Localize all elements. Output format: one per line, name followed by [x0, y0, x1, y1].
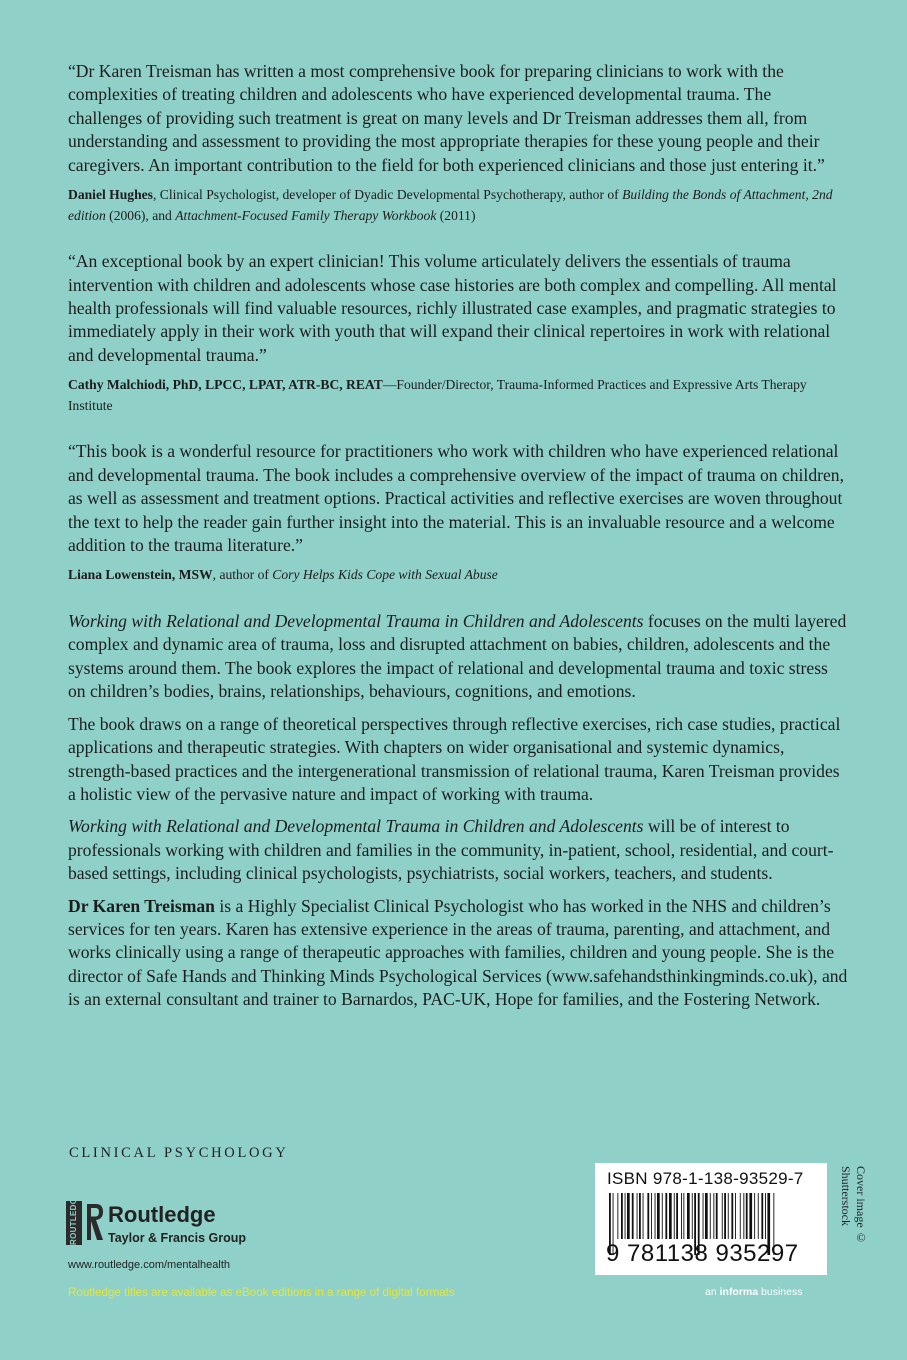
- barcode-bar: [713, 1193, 714, 1239]
- barcode-bar: [754, 1193, 755, 1239]
- ebook-notice: Routledge titles are available as eBook editions in a range of digital formats: [68, 1286, 455, 1299]
- quote-malchiodi: “An exceptional book by an expert clinician! This volume articulately delivers the essentials of trauma intervention with children and adolescents whose case histories are both complex and compelling. All mental health professionals will find valuable resources, richly illustrated case examples, and pragmatic strategies to immediately apply in their work with youth that will expand their clinical repertoires in work with relational and developmental trauma.”: [68, 251, 837, 365]
- barcode-bar: [669, 1193, 672, 1239]
- barcode-bar: [761, 1193, 763, 1239]
- barcode-bar: [632, 1193, 634, 1239]
- barcode-bar: [746, 1193, 748, 1239]
- quote-hughes: “Dr Karen Treisman has written a most comprehensive book for preparing clinicians to work with the complexities of treating children and adolescents who have experienced developmental trauma. The challenges of providing such treatment is great on many levels and Dr Treisman addresses them all, from understanding and assessment to providing the most appropriate therapies for these young people and their caregivers. An important contribution to the field for both experienced clinicians and those just entering it.”: [68, 61, 825, 175]
- isbn-digits: 9 781138 935297: [606, 1240, 799, 1267]
- barcode-bar: [749, 1193, 752, 1239]
- barcode-bar: [621, 1193, 623, 1239]
- barcode-bar: [765, 1193, 766, 1239]
- description-paragraph-2: The book draws on a range of theoretical perspectives through reflective exercises, rich case studies, practical applications and therapeutic strategies. With chapters on wider organisational and systemic dynamics, strength-based practices and the intergenerational transmission of relational trauma, Karen Treisman provides a holistic view of the pervasive nature and impact of working with trauma.: [68, 713, 841, 804]
- isbn-label: ISBN 978-1-138-93529-7: [607, 1169, 804, 1188]
- attribution-lowenstein: Liana Lowenstein, MSW, author of Cory Helps Kids Cope with Sexual Abuse: [68, 567, 498, 583]
- description-paragraph-1: Working with Relational and Developmental Trauma in Children and Adolescents focuses on the multi layered complex and dynamic area of trauma, loss and disrupted attachment on babies, children, adolescents and the systems around them. The book explores the impact of relational and developmental trauma and toxic stress on children’s bodies, brains, relationships, behaviours, cognitions, and emotions.: [68, 611, 847, 702]
- barcode-bar: [683, 1193, 684, 1239]
- publisher-logo: [66, 1192, 316, 1246]
- barcode-bar: [692, 1193, 693, 1239]
- barcode-bar: [617, 1193, 618, 1239]
- barcode-bar: [643, 1193, 644, 1239]
- description-paragraph-3: Working with Relational and Developmental Trauma in Children and Adolescents will be of interest to professionals working with children and families in the community, in-patient, school, residential, and court-based settings, including clinical psychologists, psychiatrists, social workers, teachers, and students.: [68, 816, 834, 884]
- quote-lowenstein: “This book is a wonderful resource for practitioners who work with children who have experienced relational and developmental trauma. The book includes a comprehensive overview of the impact of trauma on children, as well as assessment and treatment options. Practical activities and reflective exercises are woven throughout the text to help the reader gain further insight into the material. This is an invaluable resource and a welcome addition to the trauma literature.”: [68, 441, 844, 556]
- barcode-bar: [722, 1193, 723, 1239]
- barcode-bar: [627, 1193, 630, 1239]
- barcode-bar: [676, 1193, 678, 1239]
- cover-image-credit: Cover image © Shutterstock: [839, 1166, 868, 1245]
- barcode-bar: [662, 1193, 663, 1239]
- barcode-bar: [735, 1193, 736, 1239]
- barcode-bar: [681, 1193, 682, 1239]
- publisher-group: Taylor & Francis Group: [108, 1231, 246, 1245]
- barcode-bar: [687, 1193, 690, 1239]
- barcode-bar: [710, 1193, 711, 1239]
- publisher-url[interactable]: www.routledge.com/mentalhealth: [68, 1259, 231, 1271]
- attribution-hughes: Daniel Hughes, Clinical Psychologist, developer of Dyadic Developmental Psychotherapy, author of Building the Bonds of Attachment, 2nd edition (2006), and Attachment-Focused Family Therapy Workbook (2011): [68, 187, 833, 223]
- barcode-bar: [758, 1193, 759, 1239]
- barcode-bar: [637, 1193, 638, 1239]
- barcode-bar: [625, 1193, 626, 1239]
- publisher-name: Routledge: [108, 1202, 216, 1227]
- barcode-bar: [728, 1193, 729, 1239]
- back-cover-text: [68, 60, 848, 1021]
- isbn-barcode: [595, 1163, 827, 1275]
- author-bio: Dr Karen Treisman is a Highly Specialist Clinical Psychologist who has worked in the NHS and children’s services for ten years. Karen has extensive experience in the areas of trauma, parenting, and attachment, and works clinically using a range of therapeutic approaches with families, children and young people. She is the director of Safe Hands and Thinking Minds Psychological Services (www.safehandsthinkingminds.co.uk), and is an external consultant and trainer to Barnardos, PAC-UK, Hope for families, and the Fostering Network.: [68, 895, 848, 1010]
- barcode-bar: [716, 1193, 718, 1239]
- barcode-bar: [657, 1193, 660, 1239]
- barcode-bar: [647, 1193, 649, 1239]
- routledge-wordmark-vertical: ROUTLEDGE: [66, 1201, 82, 1245]
- barcode-bar: [724, 1193, 726, 1239]
- barcode-bar: [705, 1193, 708, 1239]
- barcode-bar: [743, 1193, 744, 1239]
- barcode-bar: [651, 1193, 652, 1239]
- barcode-bar: [703, 1193, 704, 1239]
- barcode-bar: [674, 1193, 675, 1239]
- barcode-bar: [740, 1193, 741, 1239]
- barcode-bar: [655, 1193, 656, 1239]
- routledge-r-icon: [85, 1200, 105, 1246]
- attribution-malchiodi: Cathy Malchiodi, PhD, LPCC, LPAT, ATR-BC, REAT—Founder/Director, Trauma-Informed Practices and Expressive Arts Therapy Institute: [68, 377, 807, 413]
- category-label: CLINICAL PSYCHOLOGY: [69, 1145, 289, 1161]
- barcode-bar: [639, 1193, 641, 1239]
- informa-business: an informa business: [705, 1286, 803, 1298]
- barcode-bar: [665, 1193, 667, 1239]
- barcode-bar: [731, 1193, 733, 1239]
